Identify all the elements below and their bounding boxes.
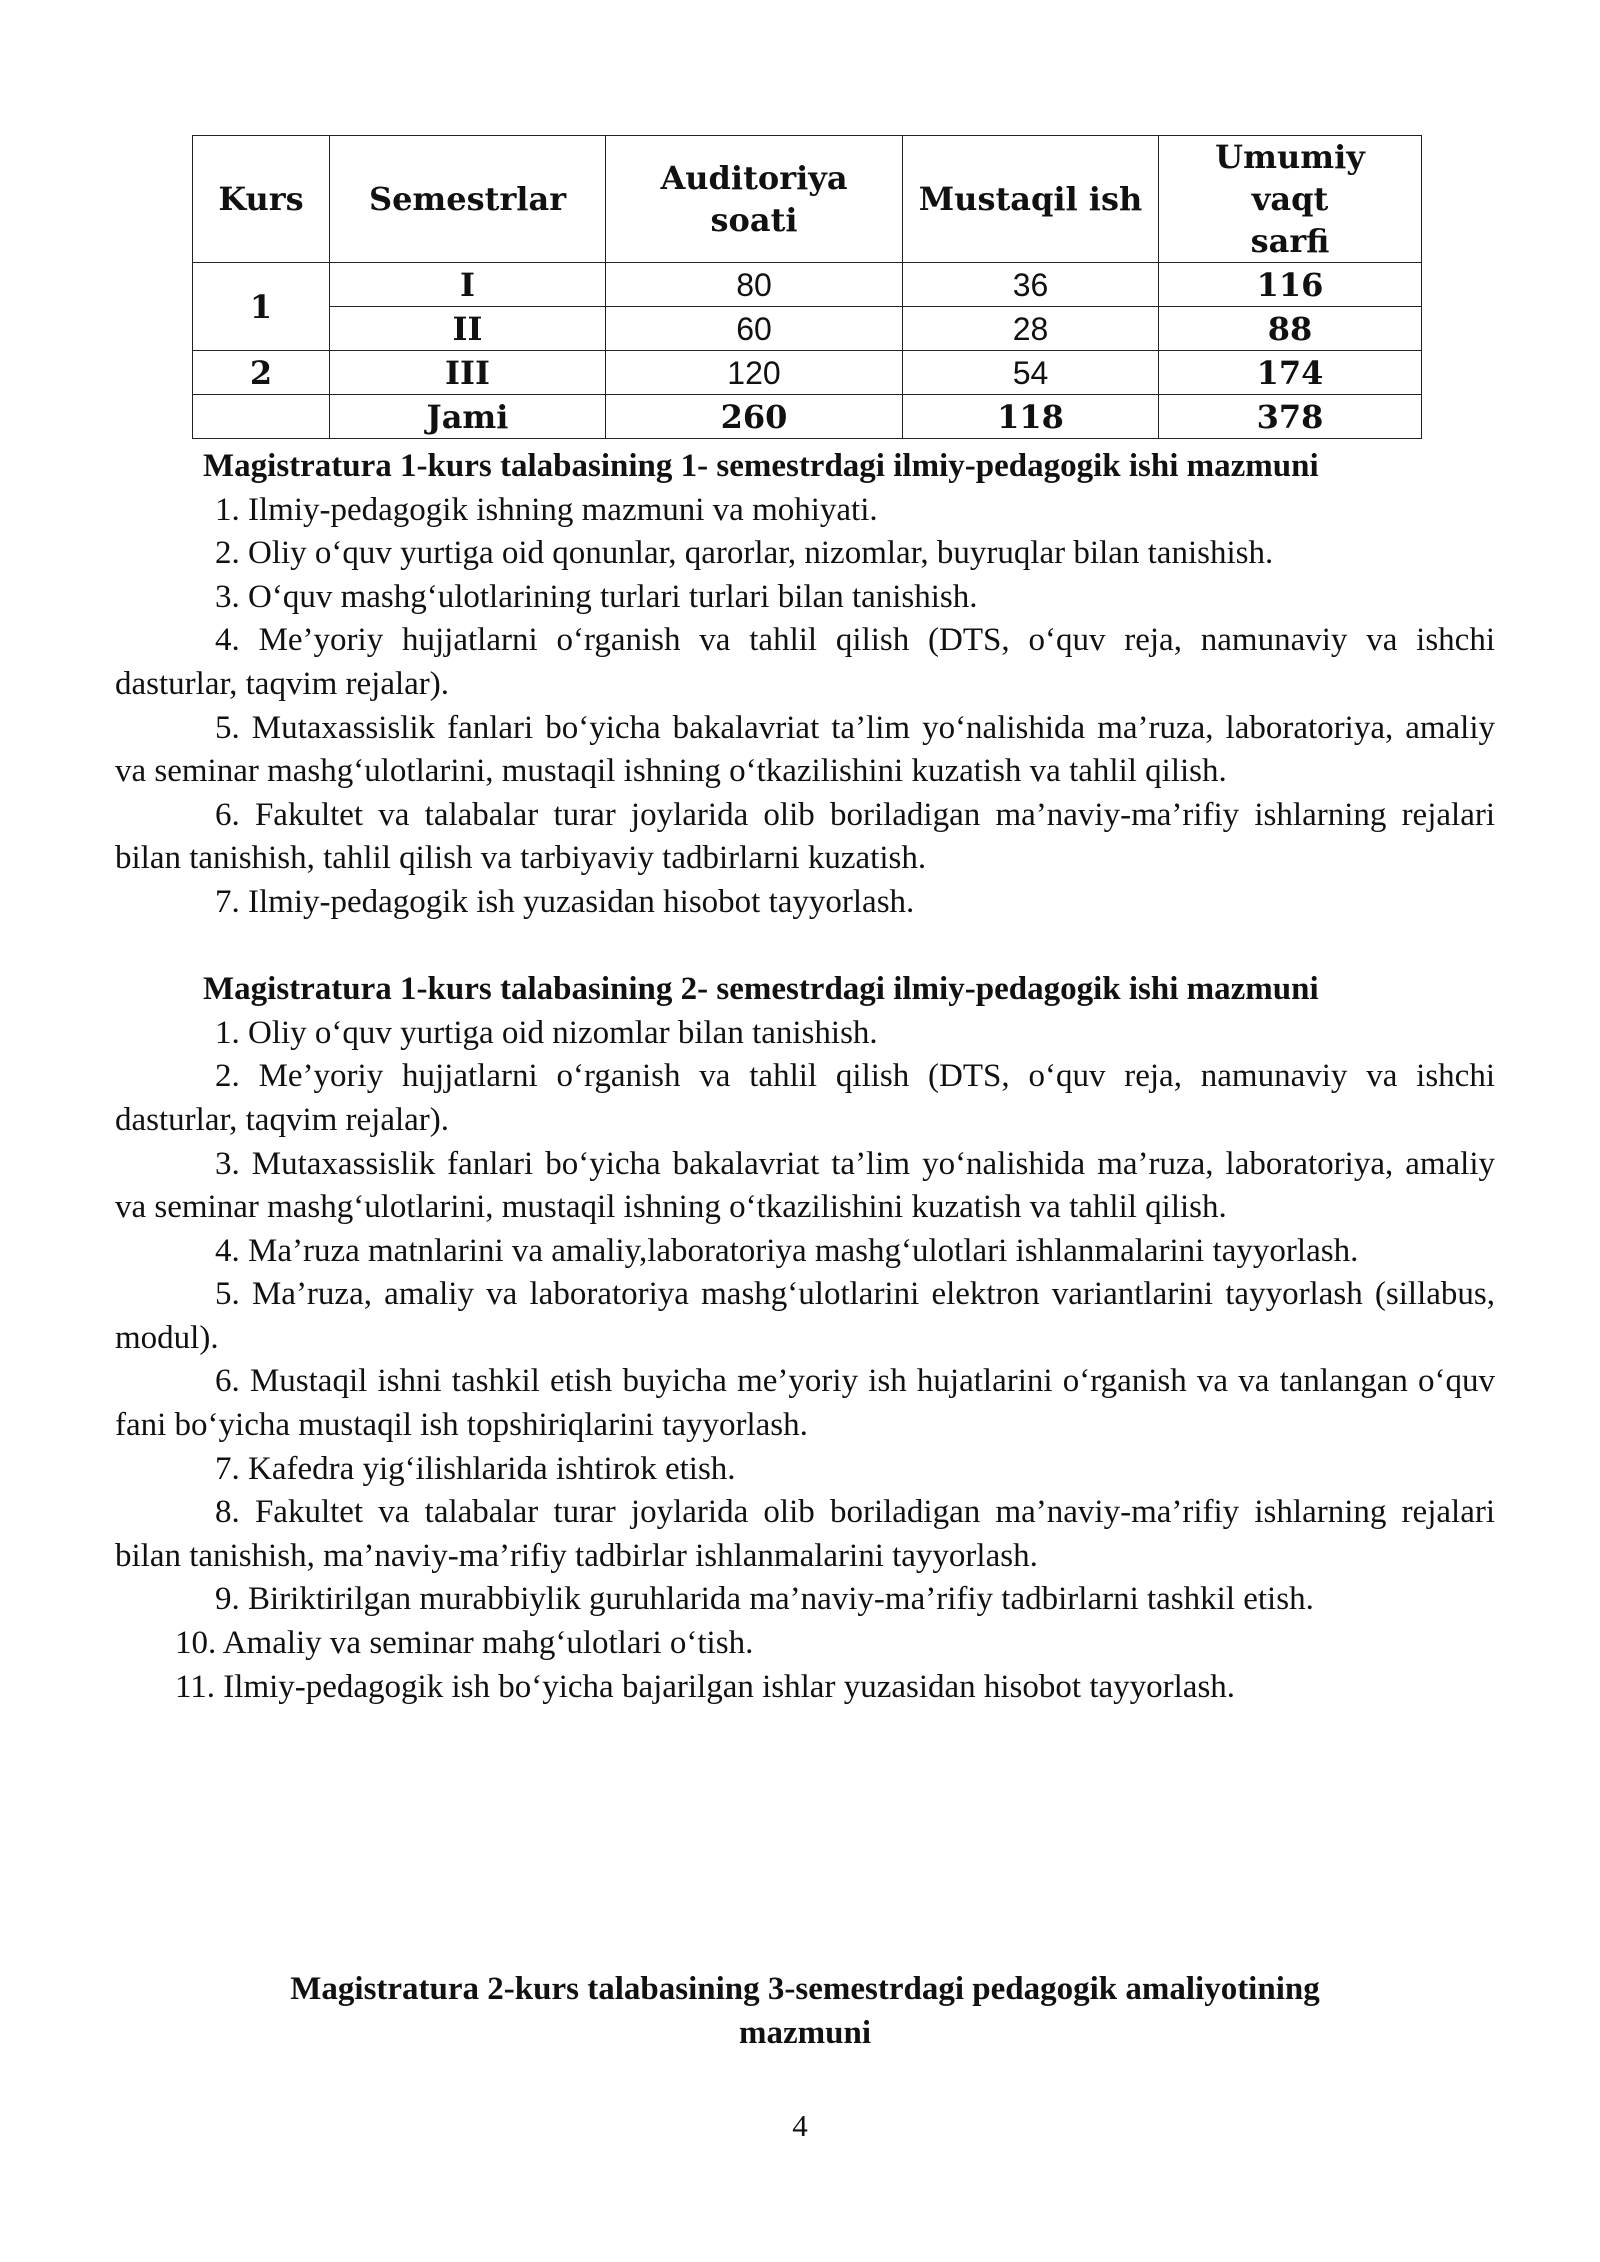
section2-title: Magistratura 1-kurs talabasining 2- semestrdagi ilmiy-pedagogik ishi mazmuni [203,971,1319,1008]
cell-umumiy: 174 [1159,351,1422,395]
table-header-row [193,136,1422,263]
cell-semestr: I [330,263,606,307]
item-number: 4. [215,622,240,659]
item-number: 5. [215,709,240,746]
list-item [115,1012,1495,1056]
item-text: Me’yoriy hujjatlarni o‘rganish va tahlil qilish (DTS, o‘quv reja, namunaviy va ishchi dasturlar, taqvim rejalar). [115,1058,1495,1138]
item-number: 8. [215,1494,240,1531]
item-text: Biriktirilgan murabbiylik guruhlarida ma’naviy-ma’rifiy tadbirlarni tashkil etish. [248,1581,1314,1618]
item-text: Ma’ruza, amaliy va laboratoriya mashg‘ulotlarini elektron variantlarini tayyorlash (sillabus, modul). [115,1276,1495,1356]
header-mustaqil: Mustaqil ish [903,136,1159,263]
section3-title [115,1968,1495,2055]
item-number: 11. [175,1668,216,1705]
list-item [115,1230,1495,1274]
item-number: 9. [215,1581,240,1618]
list-item [115,532,1495,576]
list-item [115,1143,1495,1230]
item-text: Oliy o‘quv yurtiga oid qonunlar, qarorlar, nizomlar, buyruqlar bilan tanishish. [248,535,1274,572]
cell-kurs: 1 [193,263,330,351]
list-item [115,794,1495,881]
list-item [115,1491,1495,1578]
section3-title-line2: mazmuni [739,2014,871,2051]
list-item [115,619,1495,706]
item-number: 3. [215,1145,240,1182]
list-item [115,1273,1495,1360]
item-text: O‘quv mashg‘ulotlarining turlari turlari bilan tanishish. [248,578,978,615]
header-umumiy: Umumiy vaqt sarfi [1159,136,1422,263]
section2-list [115,1012,1495,1710]
cell-auditoriya: 80 [606,263,903,307]
item-text: Mutaxassislik fanlari bo‘yicha bakalavriat ta’lim yo‘nalishida ma’ruza, laboratoriya, amaliy va seminar mashg‘ulotlarini, mustaqil ishning o‘tkazilishini kuzatish va tahlil qilish. [115,709,1496,790]
item-text: Me’yoriy hujjatlarni o‘rganish va tahlil qilish (DTS, o‘quv reja, namunaviy va ishchi dasturlar, taqvim rejalar). [115,622,1495,702]
item-number: 1. [215,491,240,528]
item-text: Ma’ruza matnlarini va amaliy,laboratoriya mashg‘ulotlari ishlanmalarini tayyorlash. [248,1232,1359,1269]
item-number: 1. [215,1014,240,1051]
cell-semestr: II [330,307,606,351]
item-number: 10. [175,1625,217,1662]
item-text: Fakultet va talabalar turar joylarida olib boriladigan ma’naviy-ma’rifiy ishlarning rejalari bilan tanishish, tahlil qilish va tarbiyaviy tadbirlarni kuzatish. [115,796,1495,877]
list-item [115,489,1495,533]
list-item [115,1055,1495,1142]
item-number: 3. [215,578,240,615]
item-text: Ilmiy-pedagogik ishning mazmuni va mohiyati. [248,491,878,528]
list-item [115,1622,1495,1666]
item-text: Fakultet va talabalar turar joylarida olib boriladigan ma’naviy-ma’rifiy ishlarning rejalari bilan tanishish, ma’naviy-ma’rifiy tadbirlar ishlanmalarini tayyorlash. [115,1494,1495,1574]
header-semestrlar: Semestrlar [330,136,606,263]
item-number: 7. [215,1450,240,1487]
item-number: 6. [215,1363,240,1400]
item-text: Ilmiy-pedagogik ish yuzasidan hisobot tayyorlash. [248,883,915,920]
list-item [115,1578,1495,1622]
cell-mustaqil: 36 [903,263,1159,307]
body-text [115,445,1495,1709]
hours-table [192,135,1422,439]
cell-umumiy: 88 [1159,307,1422,351]
item-text: Ilmiy-pedagogik ish bo‘yicha bajarilgan ishlar yuzasidan hisobot tayyorlash. [223,1668,1236,1705]
item-text: Mustaqil ishni tashkil etish buyicha me’yoriy ish hujatlarini o‘rganish va va tanlangan o‘quv fani bo‘yicha mustaqil ish topshiriqlarini tayyorlash. [115,1363,1496,1444]
page-number: 4 [792,2108,808,2143]
item-number: 4. [215,1232,240,1269]
cell-auditoriya: 120 [606,351,903,395]
item-text: Amaliy va seminar mahg‘ulotlari o‘tish. [222,1625,754,1662]
cell-auditoriya: 60 [606,307,903,351]
table-row [193,351,1422,395]
item-number: 2. [215,535,240,572]
header-kurs: Kurs [193,136,330,263]
table-row [193,263,1422,307]
cell-umumiy: 378 [1159,395,1422,439]
header-auditoriya: Auditoriya soati [606,136,903,263]
item-number: 6. [215,796,240,833]
list-item [115,1360,1495,1447]
item-text: Oliy o‘quv yurtiga oid nizomlar bilan tanishish. [248,1014,878,1051]
list-item [115,1666,1495,1710]
table-row-total [193,395,1422,439]
cell-kurs [193,395,330,439]
cell-kurs: 2 [193,351,330,395]
section1-title: Magistratura 1-kurs talabasining 1- semestrdagi ilmiy-pedagogik ishi mazmuni [203,448,1319,484]
cell-semestr: III [330,351,606,395]
item-number: 5. [215,1276,240,1313]
item-text: Kafedra yig‘ilishlarida ishtirok etish. [248,1450,736,1487]
item-number: 7. [215,883,240,920]
list-item [115,576,1495,620]
item-number: 2. [215,1058,240,1095]
cell-semestr: Jami [330,395,606,439]
cell-mustaqil: 28 [903,307,1159,351]
cell-umumiy: 116 [1159,263,1422,307]
cell-mustaqil: 118 [903,395,1159,439]
cell-mustaqil: 54 [903,351,1159,395]
list-item [115,881,1495,925]
cell-auditoriya: 260 [606,395,903,439]
item-text: Mutaxassislik fanlari bo‘yicha bakalavriat ta’lim yo‘nalishida ma’ruza, laboratoriya, amaliy va seminar mashg‘ulotlarini, mustaqil ishning o‘tkazilishini kuzatish va tahlil qilish. [115,1145,1496,1226]
section3-title-line1: Magistratura 2-kurs talabasining 3-semestrdagi pedagogik amaliyotining [290,1971,1320,2007]
section1-list [115,489,1495,925]
table-row [193,307,1422,351]
list-item [115,707,1495,794]
list-item [115,1448,1495,1492]
